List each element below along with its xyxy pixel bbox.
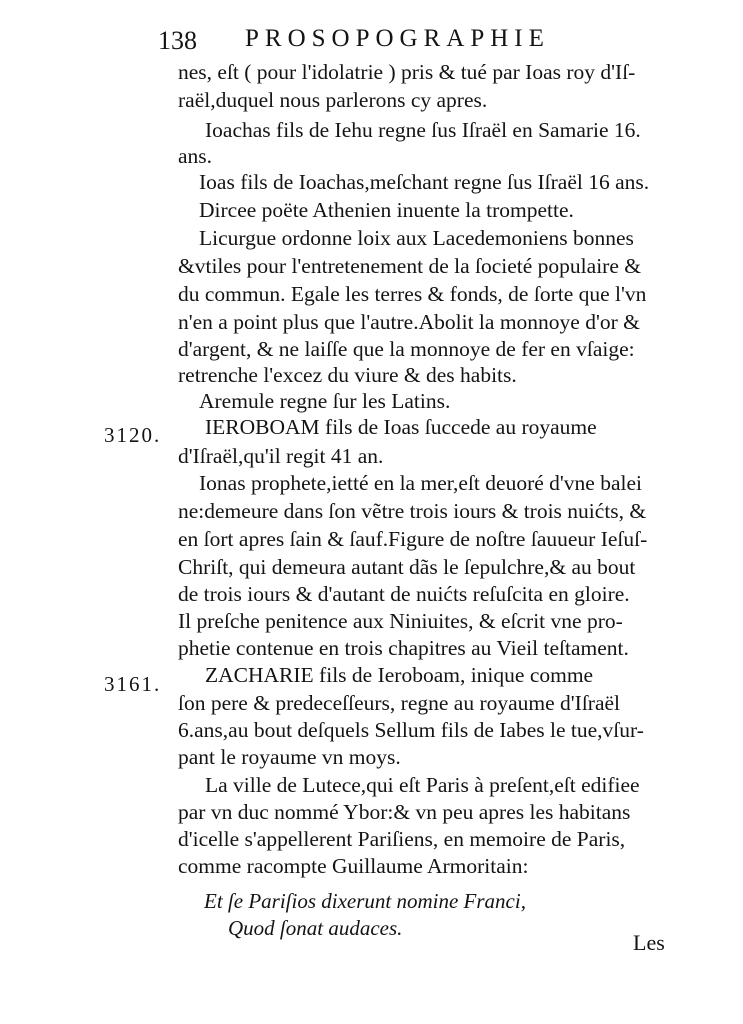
text-line: &vtiles pour l'entretenement de la ſocieté populaire & <box>178 254 641 278</box>
text-line: comme racompte Guillaume Armoritain: <box>178 854 529 878</box>
text-line: pant le royaume vn moys. <box>178 745 401 769</box>
text-line: ans. <box>178 144 213 168</box>
text-line: nes, eſt ( pour l'idolatrie ) pris & tué par Ioas roy d'Iſ- <box>178 60 636 84</box>
text-line: Dircee poëte Athenien inuente la trompette. <box>199 198 574 222</box>
verse-line: Et ſe Pariſios dixerunt nomine Franci, <box>204 889 526 913</box>
catchword: Les <box>633 930 665 955</box>
text-line: ne:demeure dans ſon vẽtre trois iours & trois nuićts, & <box>178 499 647 523</box>
margin-year: 3161. <box>104 672 162 696</box>
text-line: Aremule regne ſur les Latins. <box>199 389 451 413</box>
running-title: PROSOPOGRAPHIE <box>245 25 550 52</box>
text-line: en ſort apres ſain & ſauf.Figure de noſtre ſauueur Ieſuſ- <box>178 527 648 551</box>
text-line: Licurgue ordonne loix aux Lacedemoniens bonnes <box>199 226 634 250</box>
text-line: 6.ans,au bout deſquels Sellum fils de Iabes le tue,vſur- <box>178 718 644 742</box>
text-line: retrenche l'excez du viure & des habits. <box>178 363 517 387</box>
text-line: par vn duc nommé Ybor:& vn peu apres les habitans <box>178 800 631 824</box>
text-line: Ioas fils de Ioachas,meſchant regne ſus Iſraël 16 ans. <box>199 170 650 194</box>
text-line: ſon pere & predeceſſeurs, regne au royaume d'Iſraël <box>178 691 621 715</box>
text-line: du commun. Egale les terres & fonds, de ſorte que l'vn <box>178 282 647 306</box>
page-number: 138 <box>158 26 197 55</box>
text-line: IEROBOAM fils de Ioas ſuccede au royaume <box>205 415 597 439</box>
text-line: Il preſche penitence aux Niniuites, & eſcrit vne pro- <box>178 609 623 633</box>
text-line: de trois iours & d'autant de nuićts reſuſcita en gloire. <box>178 582 630 606</box>
margin-year: 3120. <box>104 423 162 447</box>
text-line: Ionas prophete,ietté en la mer,eſt deuoré d'vne balei <box>199 471 642 495</box>
text-line: phetie contenue en trois chapitres au Vieil teſtament. <box>178 636 629 660</box>
text-line: d'argent, & ne laiſſe que la monnoye de fer en vſaige: <box>178 337 635 361</box>
text-line: Ioachas fils de Iehu regne ſus Iſraël en Samarie 16. <box>205 118 641 142</box>
verse-line: Quod ſonat audaces. <box>228 916 403 940</box>
text-line: n'en a point plus que l'autre.Abolit la monnoye d'or & <box>178 310 640 334</box>
text-line: ZACHARIE fils de Ieroboam, inique comme <box>205 663 594 687</box>
text-line: d'Iſraël,qu'il regit 41 an. <box>178 444 384 468</box>
text-line: d'icelle s'appellerent Pariſiens, en memoire de Paris, <box>178 827 626 851</box>
text-line: raël,duquel nous parlerons cy apres. <box>178 88 488 112</box>
text-line: Chriſt, qui demeura autant dãs le ſepulchre,& au bout <box>178 555 636 579</box>
text-line: La ville de Lutece,qui eſt Paris à preſent,eſt edifiee <box>205 773 640 797</box>
